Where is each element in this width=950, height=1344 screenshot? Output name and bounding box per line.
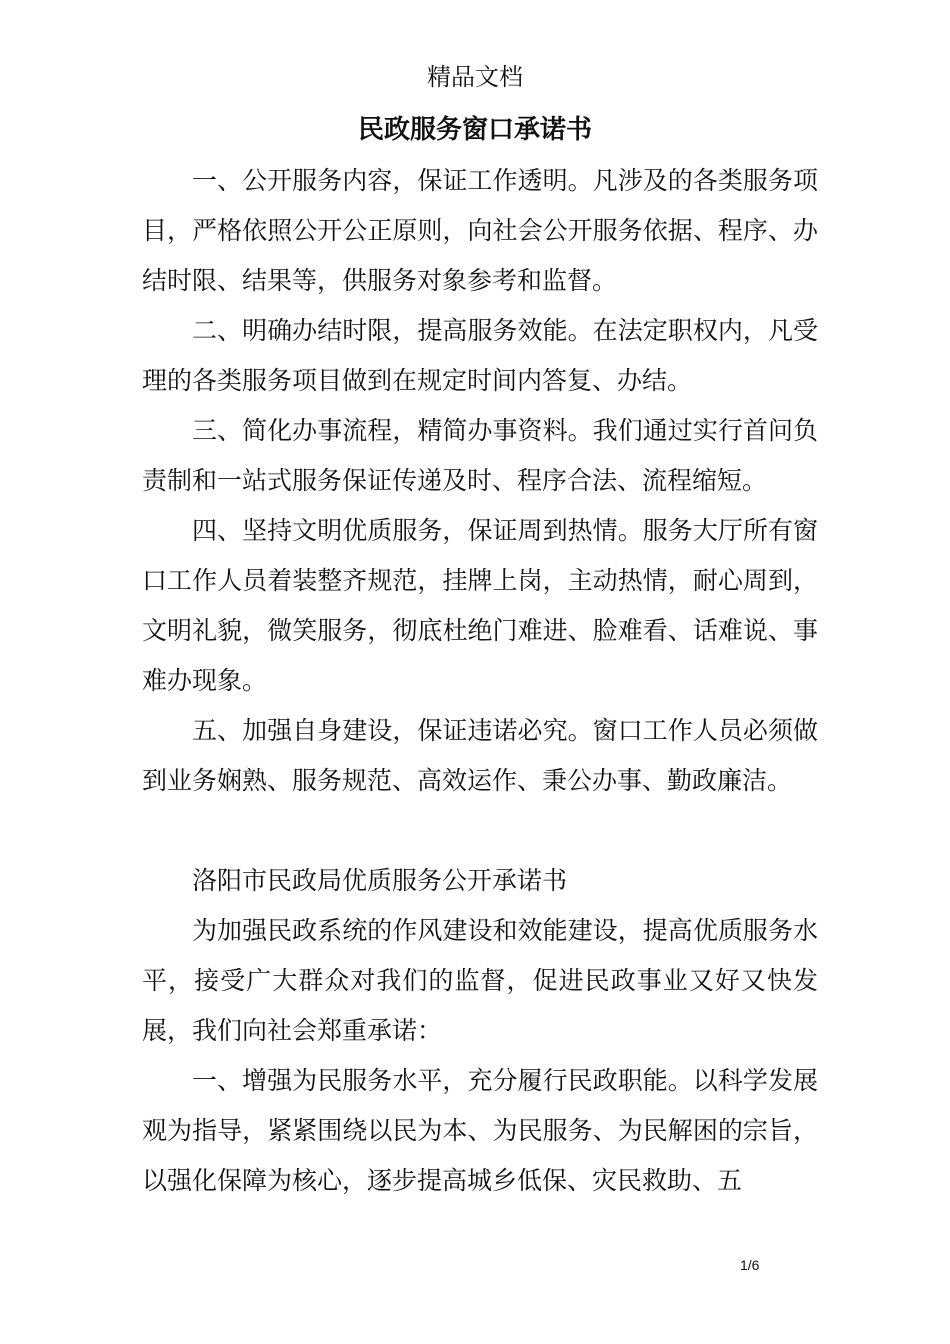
paragraph: 三、简化办事流程，精简办事资料。我们通过实行首问负责制和一站式服务保证传递及时、程序合法、流程缩短。 [142,416,818,495]
paragraph: 四、坚持文明优质服务，保证周到热情。服务大厅所有窗口工作人员着装整齐规范，挂牌上岗，主动热情，耐心周到，文明礼貌，微笑服务，彻底杜绝门难进、脸难看、话难说、事难办现象。 [142,516,818,695]
paragraph: 为加强民政系统的作风建设和效能建设，提高优质服务水平，接受广大群众对我们的监督，促进民政事业又好又快发展，我们向社会郑重承诺： [142,916,818,1045]
page-header: 精品文档 [427,63,523,91]
document-body [142,156,818,1206]
section-spacer [142,806,818,856]
paragraph: 一、公开服务内容，保证工作透明。凡涉及的各类服务项目，严格依照公开公正原则，向社会公开服务依据、程序、办结时限、结果等，供服务对象参考和监督。 [142,166,818,295]
document-title: 民政服务窗口承诺书 [357,115,592,145]
section-heading: 洛阳市民政局优质服务公开承诺书 [192,866,568,895]
page-number: 1/6 [740,1257,760,1273]
paragraph: 一、增强为民服务水平，充分履行民政职能。以科学发展观为指导，紧紧围绕以民为本、为民服务、为民解困的宗旨，以强化保障为核心，逐步提高城乡低保、灾民救助、五 [142,1066,818,1195]
paragraph: 五、加强自身建设，保证违诺必究。窗口工作人员必须做到业务娴熟、服务规范、高效运作、秉公办事、勤政廉洁。 [142,716,818,795]
paragraph: 二、明确办结时限，提高服务效能。在法定职权内，凡受理的各类服务项目做到在规定时间内答复、办结。 [142,316,818,395]
